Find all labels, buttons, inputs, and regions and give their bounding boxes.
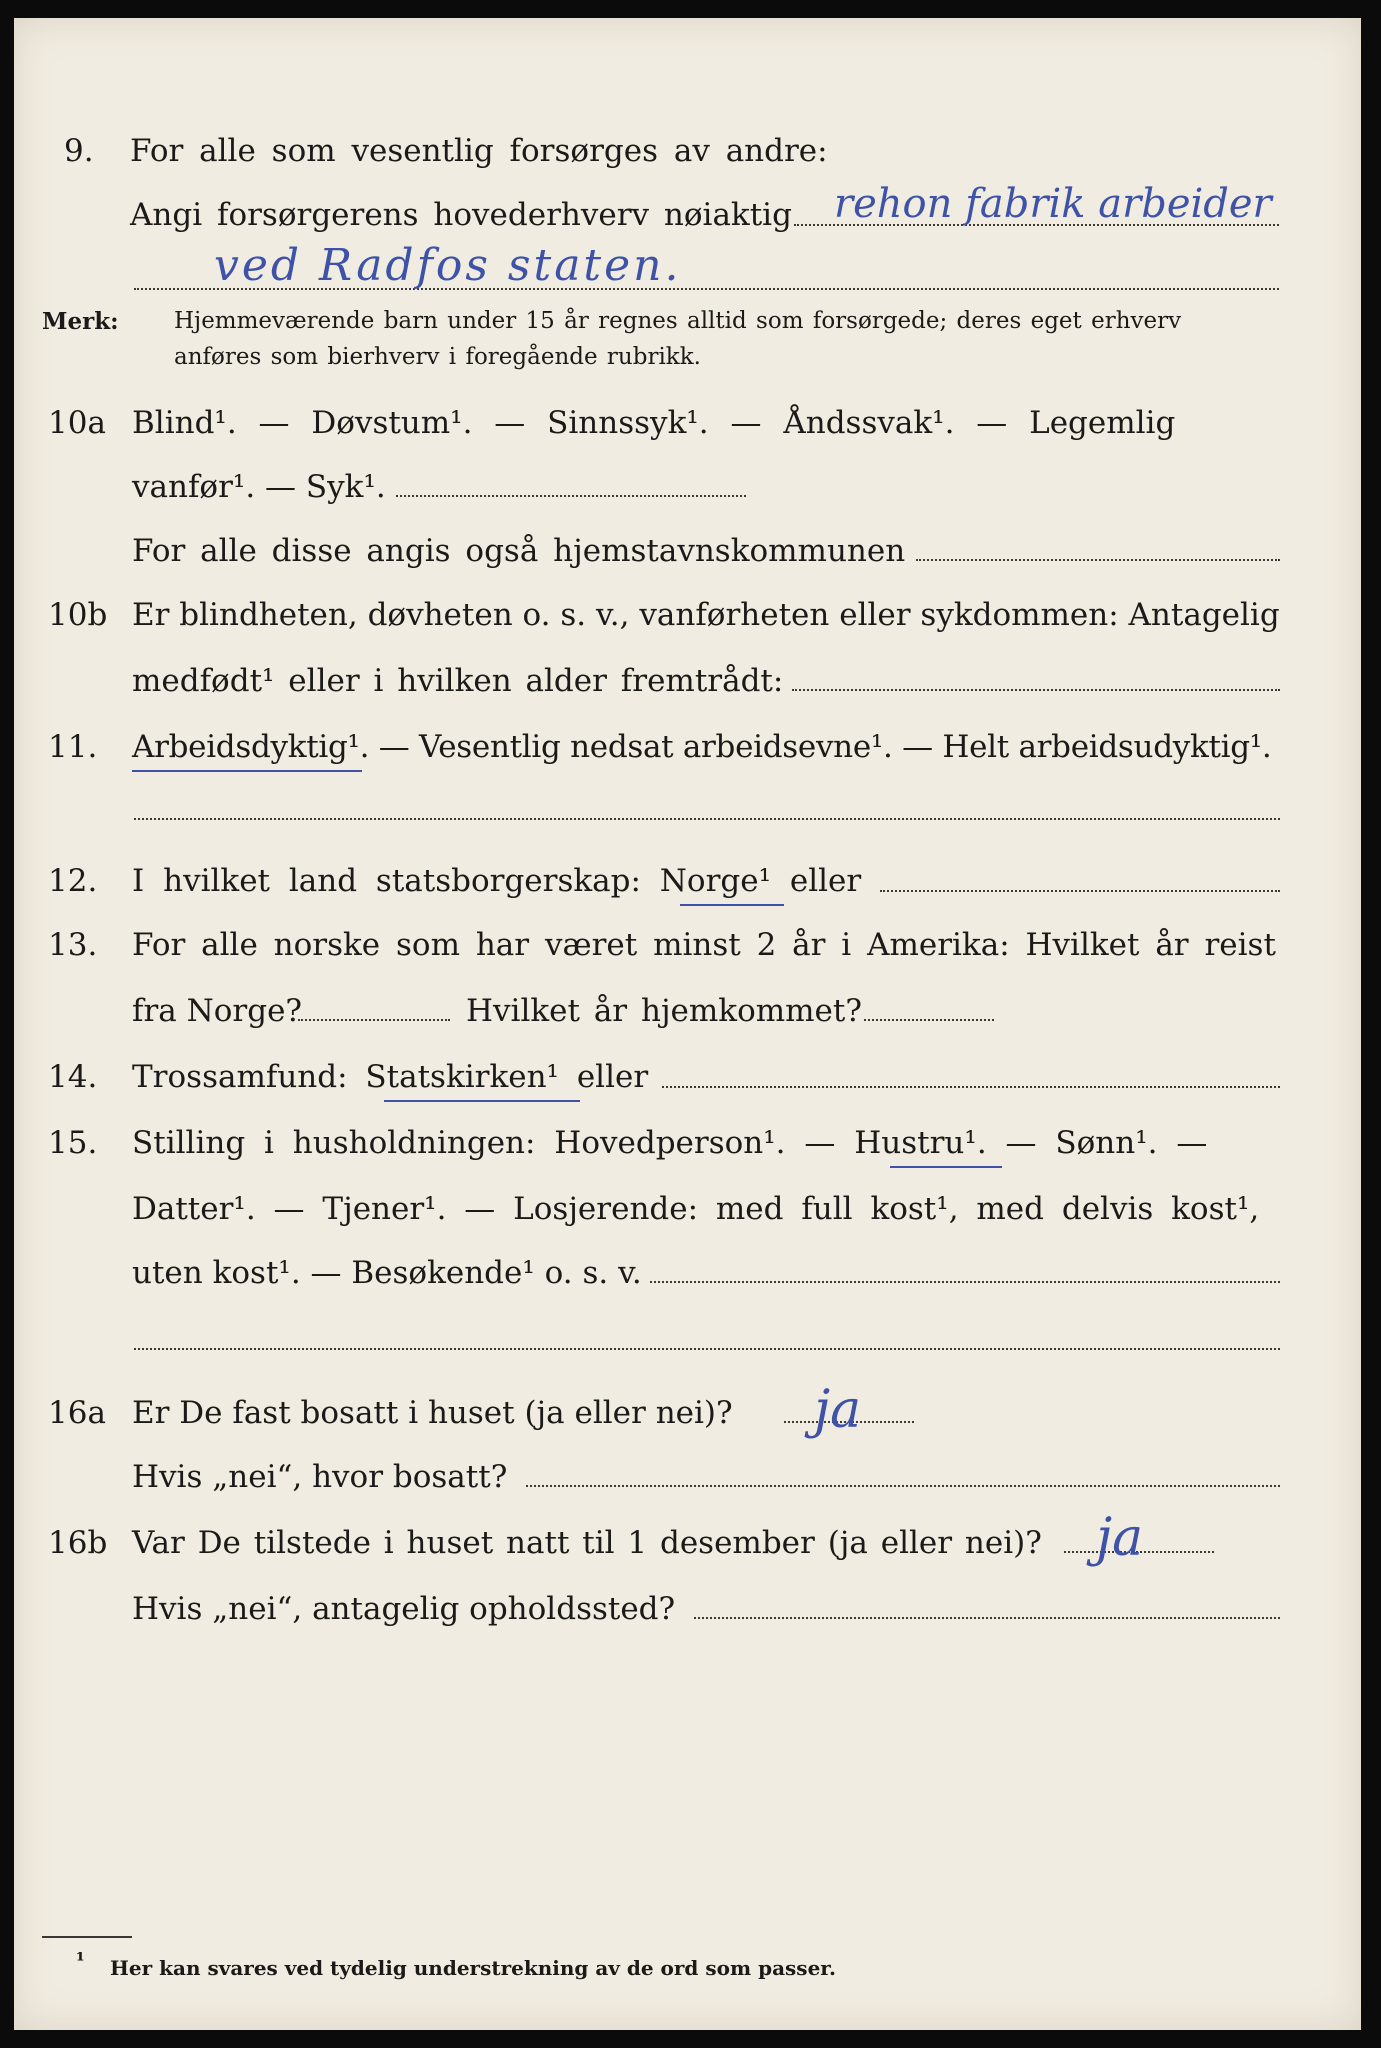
q16a-handwritten-answer: ja [814, 1380, 862, 1440]
q9-line1: For alle som vesentlig forsørges av andre: [130, 133, 828, 169]
q13-line1: For alle norske som har været minst 2 år i Amerika: Hvilket år reist [132, 927, 1276, 963]
q11-underline-arbeidsdyktig [132, 770, 362, 772]
q11-number: 11. [48, 729, 98, 765]
q9-handwritten-occupation: rehon fabrik arbeider [834, 181, 1272, 227]
q13-line2b: Hvilket år hjemkommet? [466, 993, 862, 1029]
q14-number: 14. [48, 1059, 98, 1095]
q15-answer-line2 [134, 1348, 1280, 1350]
q9-handwritten-workplace: ved Radfos staten. [214, 240, 682, 291]
q16b-line1: Var De tilstede i huset natt til 1 desember (ja eller nei)? [132, 1525, 1042, 1561]
q12-line1: I hvilket land statsborgerskap: Norge¹ eller [132, 863, 862, 899]
q10b-line1: Er blindheten, døvheten o. s. v., vanførheten eller sykdommen: Antagelig [132, 597, 1280, 633]
q16b-number: 16b [48, 1525, 108, 1561]
note-label: Merk: [42, 308, 119, 335]
footnote-text: Her kan svares ved tydelig understrekning av de ord som passer. [110, 1956, 836, 1980]
q16b-line2: Hvis „nei“, antagelig opholdssted? [132, 1591, 676, 1627]
note-line2: anføres som bierhverv i foregående rubrikk. [174, 344, 701, 370]
q10a-line3: For alle disse angis også hjemstavnskommunen [132, 533, 906, 569]
q12-answer-line [880, 890, 1280, 892]
q9-line2: Angi forsørgerens hovederhverv nøiaktig [130, 197, 792, 233]
q16b-location-line [694, 1617, 1280, 1619]
q14-underline-statskirken [384, 1100, 580, 1102]
footnote-mark: ¹ [76, 1948, 85, 1972]
q10a-number: 10a [48, 405, 106, 441]
footnote-rule [42, 1936, 132, 1938]
q16a-line1: Er De fast bosatt i huset (ja eller nei)? [132, 1395, 733, 1431]
q16a-line2: Hvis „nei“, hvor bosatt? [132, 1459, 508, 1495]
q10b-age-line [792, 689, 1280, 691]
q10b-number: 10b [48, 597, 108, 633]
q9-number: 9. [64, 133, 94, 169]
q15-number: 15. [48, 1125, 98, 1161]
q10a-line2: vanfør¹. — Syk¹. [132, 469, 386, 505]
q13-year-left-line [298, 1019, 450, 1021]
q10a-sick-line [396, 495, 746, 497]
q14-answer-line [662, 1086, 1280, 1088]
q16b-handwritten-answer: ja [1096, 1508, 1144, 1568]
q10a-municipality-line [916, 559, 1280, 561]
q10b-line2: medfødt¹ eller i hvilken alder fremtrådt: [132, 663, 784, 699]
q15-line3: uten kost¹. — Besøkende¹ o. s. v. [132, 1255, 642, 1291]
q14-line1: Trossamfund: Statskirken¹ eller [132, 1059, 649, 1095]
q15-underline-hustru [890, 1166, 1002, 1168]
note-line1: Hjemmeværende barn under 15 år regnes alltid som forsørgede; deres eget erhverv [174, 308, 1182, 334]
q12-underline-norge [680, 904, 784, 906]
census-form-page [14, 18, 1361, 2030]
q15-line2: Datter¹. — Tjener¹. — Losjerende: med full kost¹, med delvis kost¹, [132, 1191, 1260, 1227]
q12-number: 12. [48, 863, 98, 899]
q13-number: 13. [48, 927, 98, 963]
q13-line2a: fra Norge? [132, 993, 303, 1029]
q10a-line1: Blind¹. — Døvstum¹. — Sinnssyk¹. — Åndssvak¹. — Legemlig [132, 405, 1176, 441]
q11-answer-line [134, 818, 1280, 820]
q13-year-returned-line [864, 1019, 994, 1021]
q15-answer-line1 [650, 1281, 1280, 1283]
q11-line1: Arbeidsdyktig¹. — Vesentlig nedsat arbeidsevne¹. — Helt arbeidsudyktig¹. [132, 729, 1272, 765]
q15-line1: Stilling i husholdningen: Hovedperson¹. — Hustru¹. — Sønn¹. — [132, 1125, 1208, 1161]
q16a-number: 16a [48, 1395, 106, 1431]
q16a-where-line [526, 1485, 1280, 1487]
